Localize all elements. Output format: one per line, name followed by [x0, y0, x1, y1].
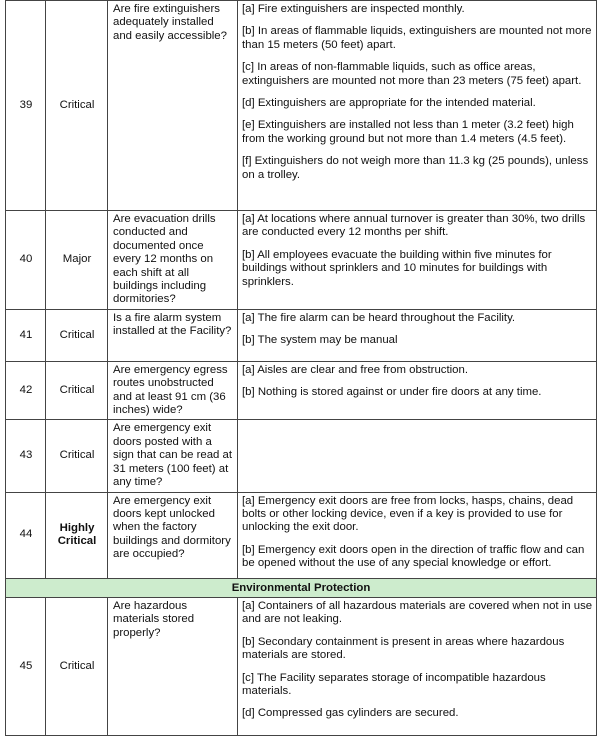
severity-cell: Critical — [46, 1, 108, 211]
table-row — [6, 492, 597, 578]
table-row — [6, 361, 597, 420]
criterion-item: [b] Nothing is stored against or under fire doors at any time. — [242, 386, 542, 399]
question-cell: Are hazardous materials stored properly? — [108, 597, 238, 735]
criterion-item: [e] Extinguishers are installed not less than 1 meter (3.2 feet) high from the working ground but not more than 1.4 meters (4.5 feet). — [242, 119, 574, 145]
table-row — [6, 309, 597, 361]
severity-cell: Critical — [46, 309, 108, 361]
criteria-cell — [238, 1, 597, 211]
section-title: Environmental Protection — [6, 578, 597, 597]
question-cell: Are emergency egress routes unobstructed and at least 91 cm (36 inches) wide? — [108, 361, 238, 420]
row-number: 43 — [6, 420, 46, 492]
criterion-item: [d] Compressed gas cylinders are secured. — [242, 707, 459, 720]
severity-cell: Critical — [46, 597, 108, 735]
criterion-item: [a] At locations where annual turnover is greater than 30%, two drills are conducted every 12 months per shift. — [242, 213, 586, 239]
criterion-item: [b] In areas of flammable liquids, extinguishers are mounted not more than 15 meters (50 feet) apart. — [242, 25, 592, 51]
criteria-cell — [238, 361, 597, 420]
row-number: 39 — [6, 1, 46, 211]
question-cell: Is a fire alarm system installed at the Facility? — [108, 309, 238, 361]
criteria-cell — [238, 492, 597, 578]
severity-cell: Critical — [46, 361, 108, 420]
criterion-item: [b] The system may be manual — [242, 334, 398, 347]
question-cell: Are fire extinguishers adequately installed and easily accessible? — [108, 1, 238, 211]
criterion-item: [f] Extinguishers do not weigh more than 11.3 kg (25 pounds), unless on a trolley. — [242, 155, 589, 181]
audit-checklist-table — [5, 0, 597, 736]
criterion-item: [a] Fire extinguishers are inspected monthly. — [242, 3, 465, 15]
row-number: 44 — [6, 492, 46, 578]
criteria-cell — [238, 597, 597, 735]
row-number: 40 — [6, 211, 46, 310]
row-number: 45 — [6, 597, 46, 735]
table-row — [6, 597, 597, 735]
row-number: 42 — [6, 361, 46, 420]
criterion-item: [a] The fire alarm can be heard throughout the Facility. — [242, 311, 516, 324]
severity-cell: Major — [46, 211, 108, 310]
table-row — [6, 211, 597, 310]
section-header-row — [6, 578, 597, 597]
severity-cell: Highly Critical — [46, 492, 108, 578]
table-row — [6, 1, 597, 211]
criterion-item: [b] All employees evacuate the building within five minutes for buildings without sprinklers and 10 minutes for buildings with sprinklers. — [242, 248, 552, 288]
criterion-item: [c] The Facility separates storage of incompatible hazardous materials. — [242, 671, 546, 697]
row-number: 41 — [6, 309, 46, 361]
criteria-cell — [238, 420, 597, 492]
severity-cell: Critical — [46, 420, 108, 492]
criterion-item: [a] Aisles are clear and free from obstruction. — [242, 363, 469, 376]
criteria-cell — [238, 309, 597, 361]
criterion-item: [b] Secondary containment is present in areas where hazardous materials are stored. — [242, 635, 565, 662]
question-cell: Are evacuation drills conducted and documented once every 12 months on each shift at all buildings including dormitories? — [108, 211, 238, 310]
question-cell: Are emergency exit doors kept unlocked when the factory buildings and dormitory are occupied? — [108, 492, 238, 578]
criterion-item: [d] Extinguishers are appropriate for the intended material. — [242, 97, 536, 110]
criterion-item: [c] In areas of non-flammable liquids, such as office areas, extinguishers are mounted not more than 23 meters (75 feet) apart. — [242, 61, 582, 87]
criterion-item: [a] Containers of all hazardous materials are covered when not in use and are not leaking. — [242, 599, 593, 626]
criterion-item: [a] Emergency exit doors are free from locks, hasps, chains, dead bolts or other locking device, even if a key is provided to use for unlocking the exit door. — [242, 494, 574, 534]
criterion-item: [b] Emergency exit doors open in the direction of traffic flow and can be opened without the use of any special knowledge or effort. — [242, 543, 585, 570]
table-row — [6, 420, 597, 492]
question-cell: Are emergency exit doors posted with a sign that can be read at 31 meters (100 feet) at any time? — [108, 420, 238, 492]
criteria-cell — [238, 211, 597, 310]
